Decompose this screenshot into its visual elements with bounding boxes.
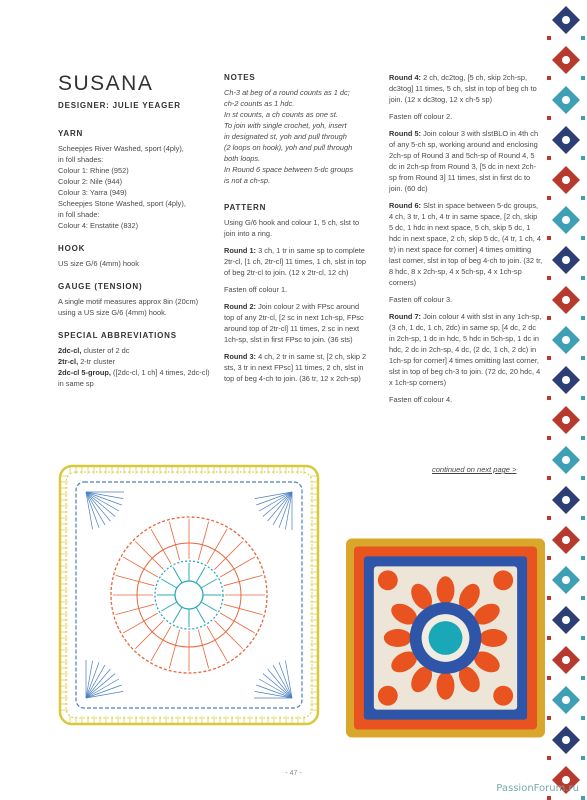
border-dot: [547, 116, 551, 120]
hook-heading: HOOK: [58, 244, 86, 253]
diagram-spoke: [123, 613, 158, 633]
border-tile-center: [562, 496, 570, 504]
round-instruction: [224, 245, 368, 278]
gauge-heading: GAUGE (TENSION): [58, 282, 143, 291]
note-line: both loops.: [224, 154, 261, 163]
border-dot: [547, 36, 551, 40]
finished-motif-photo: [346, 538, 545, 738]
diagram-spoke: [135, 541, 163, 569]
note-line: is not a ch-sp.: [224, 176, 271, 185]
diagram-spoke: [198, 630, 208, 669]
border-dot: [547, 276, 551, 280]
notes-heading: NOTES: [224, 73, 256, 82]
yarn-heading: YARN: [58, 129, 84, 138]
yarn-line: Scheepjes Stone Washed, sport (4ply),: [58, 199, 186, 208]
round-instruction: [389, 111, 543, 122]
round-text: Slst in space between 5-dc groups, 4 ch, 3 tr, 1 ch, 4 tr in same space, [2 ch, skip 5 dc, 1 hdc in next space, 5 ch, skip 5 dc, 1 hdc in next space, 2 ch, skip 5 dc, (4 tr, 1 ch, 4 tr) in next space for corner] 4 times omitting last corner, slst in top of beg 4-ch to join. (32 tr, 8 hdc, 8 x 2ch-sp, 4 x 5ch-sp, 4 x 1ch-sp corners): [389, 201, 543, 287]
yarn-line: in foll shades:: [58, 155, 104, 164]
border-tile-center: [562, 256, 570, 264]
diagram-spoke: [116, 575, 155, 585]
diagram-spoke: [214, 541, 242, 569]
round-instruction: [389, 200, 543, 288]
border-dot: [581, 396, 585, 400]
abbreviation-desc: 2-tr cluster: [78, 357, 116, 366]
border-dot: [547, 476, 551, 480]
diagram-spoke: [151, 626, 171, 661]
diagram-spoke: [135, 620, 163, 648]
border-dot: [547, 636, 551, 640]
note-line: (2 loops on hook), yoh and pull through: [224, 143, 353, 152]
round-text: Fasten off colour 2.: [389, 112, 453, 121]
round-label: Round 3:: [224, 352, 257, 361]
border-tile-center: [562, 176, 570, 184]
border-dot: [581, 636, 585, 640]
diagram-inner-spoke: [161, 579, 177, 588]
round-text: 3 ch, 1 tr in same sp to complete 2tr-cl, [1 ch, 2tr-cl] 11 times, 1 ch, slst in top of beg 2tr-cl to join. (12 x 2tr-cl, 12 ch): [224, 246, 366, 277]
border-tile-center: [562, 736, 570, 744]
border-dot: [547, 356, 551, 360]
border-dot: [581, 276, 585, 280]
border-tile-center: [562, 376, 570, 384]
border-dot: [547, 316, 551, 320]
round-text: Fasten off colour 1.: [224, 285, 288, 294]
border-dot: [581, 716, 585, 720]
border-dot: [581, 196, 585, 200]
note-line: In st counts, a ch counts as one st.: [224, 110, 338, 119]
photo-corner-cluster: [493, 570, 513, 590]
yarn-line: Colour 1: Rhine (952): [58, 166, 129, 175]
photo-petal: [479, 629, 507, 647]
yarn-line: Colour 4: Enstatite (832): [58, 221, 139, 230]
diagram-inner-spoke: [196, 567, 205, 583]
yarn-line: in foll shade:: [58, 210, 100, 219]
round-instruction: [224, 284, 368, 295]
diagram-spoke: [214, 620, 242, 648]
round-label: Round 4:: [389, 73, 422, 82]
diagram-spoke: [220, 613, 255, 633]
diagram-spoke: [207, 626, 227, 661]
border-dot: [581, 116, 585, 120]
border-dot: [547, 716, 551, 720]
border-dot: [581, 356, 585, 360]
round-instruction: [224, 301, 368, 345]
border-dot: [581, 156, 585, 160]
yarn-list: [58, 143, 216, 231]
note-line: In Round 6 space between 5-dc groups: [224, 165, 354, 174]
diagram-corner-fans: [60, 466, 318, 724]
note-line: in designated st, yoh and pull through: [224, 132, 347, 141]
border-dot: [581, 36, 585, 40]
border-tile-center: [562, 336, 570, 344]
pattern-intro: Using G/6 hook and colour 1, 5 ch, slst to join into a ring.: [224, 218, 360, 238]
yarn-line: Scheepjes River Washed, sport (4ply),: [58, 144, 184, 153]
border-tile-center: [562, 696, 570, 704]
watermark: PassionForum.ru: [496, 783, 579, 794]
photo-corner-cluster: [378, 686, 398, 706]
border-dot: [547, 236, 551, 240]
border-dot: [581, 76, 585, 80]
border-dot: [547, 516, 551, 520]
border-tile-center: [562, 416, 570, 424]
photo-corner-cluster: [493, 686, 513, 706]
diagram-spoke: [220, 557, 255, 577]
border-tile-center: [562, 616, 570, 624]
round-text: Fasten off colour 3.: [389, 295, 453, 304]
border-dot: [581, 676, 585, 680]
abbreviation-term: 2tr-cl,: [58, 357, 79, 366]
abbreviation-term: 2dc-cl,: [58, 346, 82, 355]
border-dot: [547, 156, 551, 160]
border-dot: [547, 396, 551, 400]
border-tile-center: [562, 536, 570, 544]
diagram-spoke: [224, 604, 263, 614]
abbreviation-desc: ([2dc-cl, 1 ch] 4 times, 2dc-cl) in same sp: [58, 368, 210, 388]
diagram-inner-spoke: [161, 602, 177, 611]
border-tile-center: [562, 456, 570, 464]
border-tile-center: [562, 56, 570, 64]
pattern-heading: PATTERN: [224, 203, 267, 212]
abbreviation-item: [58, 345, 216, 356]
border-dot: [581, 236, 585, 240]
border-tile-center: [562, 96, 570, 104]
diagram-spoke: [116, 604, 155, 614]
round-instruction: [389, 294, 543, 305]
border-tile-center: [562, 216, 570, 224]
border-tile-center: [562, 656, 570, 664]
pattern-title: SUSANA: [58, 72, 154, 95]
abbreviations-heading: SPECIAL ABBREVIATIONS: [58, 331, 177, 340]
abbreviation-item: [58, 356, 216, 367]
border-dot: [581, 796, 585, 800]
notes-text: [224, 87, 368, 186]
hook-text: US size G/6 (4mm) hook: [58, 259, 139, 268]
diagram-center-ring: [175, 581, 203, 609]
round-instruction: [389, 311, 543, 388]
diagram-blue-frame: [76, 482, 302, 708]
note-line: ch-2 counts as 1 hdc.: [224, 99, 295, 108]
border-dot: [547, 756, 551, 760]
diagram-inner-spoke: [173, 567, 182, 583]
round-label: Round 6:: [389, 201, 422, 210]
border-dot: [547, 556, 551, 560]
diagram-second-border: [66, 472, 312, 718]
round-text: Join colour 2 with FPsc around top of any 2tr-cl, [2 sc in next 1ch-sp, FPsc around top of 2tr-cl] 11 times, 2 sc in next 1ch-sp, slst in first FPsc to join. (36 sts): [224, 302, 364, 344]
border-tile-center: [562, 296, 570, 304]
border-tile-center: [562, 16, 570, 24]
round-instruction: [224, 351, 368, 384]
diagram-spoke: [198, 522, 208, 561]
round-text: Fasten off colour 4.: [389, 395, 453, 404]
diagram-inner-spoke: [201, 579, 217, 588]
page-number: - 47 -: [285, 770, 302, 777]
round-text: 4 ch, 2 tr in same st, [2 ch, skip 2 sts, 3 tr in next FPsc] 11 times, 2 ch, slst in top of beg 4-ch to join. (36 tr, 12 x 2ch-sp): [224, 352, 367, 383]
designer-credit: DESIGNER: JULIE YEAGER: [58, 101, 181, 110]
round-instruction: [389, 394, 543, 405]
border-dot: [547, 596, 551, 600]
diagram-inner-spoke: [196, 607, 205, 623]
pattern-continued-column: [389, 72, 543, 411]
border-dot: [547, 676, 551, 680]
diagram-spoke: [169, 522, 179, 561]
yarn-line: Colour 3: Yarra (949): [58, 188, 127, 197]
border-dot: [581, 316, 585, 320]
photo-corner-cluster: [378, 570, 398, 590]
border-dot: [581, 596, 585, 600]
continued-link[interactable]: continued on next page >: [432, 465, 517, 474]
diagram-spoke: [169, 630, 179, 669]
border-dot: [547, 436, 551, 440]
notes-pattern-column: [224, 72, 368, 390]
diagram-spokes: [113, 519, 265, 671]
materials-column: [58, 128, 216, 389]
photo-petal: [384, 629, 412, 647]
round-instruction: [389, 72, 543, 105]
border-dot: [581, 556, 585, 560]
gauge-text: A single motif measures approx 8in (20cm) using a US size G/6 (4mm) hook.: [58, 297, 199, 317]
round-text: Join colour 4 with slst in any 1ch-sp, (3 ch, 1 dc, 1 ch, 2dc) in same sp, [4 dc, 2 dc in 2ch-sp, 1 dc in hdc, 5 hdc in 5ch-sp, 1 dc in hdc, 2 dc in 2ch-sp, 4 dc, (2 dc, 1 ch, 2 dc) in 1ch-sp for corner] 4 times omitting last corner, slst in top of beg ch-3 to join. (72 dc, 20 hdc, 4 x 1ch-sp corners): [389, 312, 542, 387]
round-text: Join colour 3 with slstBLO in 4th ch of any 5-ch sp, working around and enclosing 2ch-sp of Round 3 and 5ch-sp of Round 4, 5 dc in 2ch-sp from Round 3, [5 dc in next 2ch-sp from Round 3] 11 times, slst in first dc to join. (60 dc): [389, 129, 539, 193]
diagram-inner-spoke: [201, 602, 217, 611]
border-dot: [547, 796, 551, 800]
round-label: Round 2:: [224, 302, 257, 311]
round-label: Round 1:: [224, 246, 257, 255]
border-tile-center: [562, 136, 570, 144]
abbreviation-term: 2dc-cl 5-group,: [58, 368, 111, 377]
diagram-spoke: [123, 557, 158, 577]
note-line: Ch-3 at beg of a round counts as 1 dc;: [224, 88, 350, 97]
round-text: 2 ch, dc2tog, [5 ch, skip 2ch-sp, dc3tog] 11 times, 5 ch, slst in top of beg ch to join. (12 x dc3tog, 12 x ch-5 sp): [389, 73, 537, 104]
border-dot: [581, 516, 585, 520]
photo-petal: [437, 672, 455, 700]
round-label: Round 5:: [389, 129, 422, 138]
abbreviation-desc: cluster of 2 dc: [81, 346, 130, 355]
border-tile-center: [562, 576, 570, 584]
diagram-spoke: [151, 529, 171, 564]
photo-petal: [437, 576, 455, 604]
decorative-tile-border: [545, 0, 587, 800]
abbreviation-item: [58, 367, 216, 389]
border-dot: [581, 436, 585, 440]
yarn-line: Colour 2: Nile (944): [58, 177, 123, 186]
diagram-inner-spoke: [173, 607, 182, 623]
round-instruction: [389, 128, 543, 194]
diagram-spoke: [207, 529, 227, 564]
border-dot: [581, 756, 585, 760]
border-dot: [547, 76, 551, 80]
diagram-spoke: [224, 575, 263, 585]
diagram-outer-border: [60, 466, 318, 724]
border-dot: [581, 476, 585, 480]
round-label: Round 7:: [389, 312, 422, 321]
border-dot: [547, 196, 551, 200]
crochet-chart-diagram: [56, 462, 322, 728]
note-line: To join with single crochet, yoh, insert: [224, 121, 347, 130]
